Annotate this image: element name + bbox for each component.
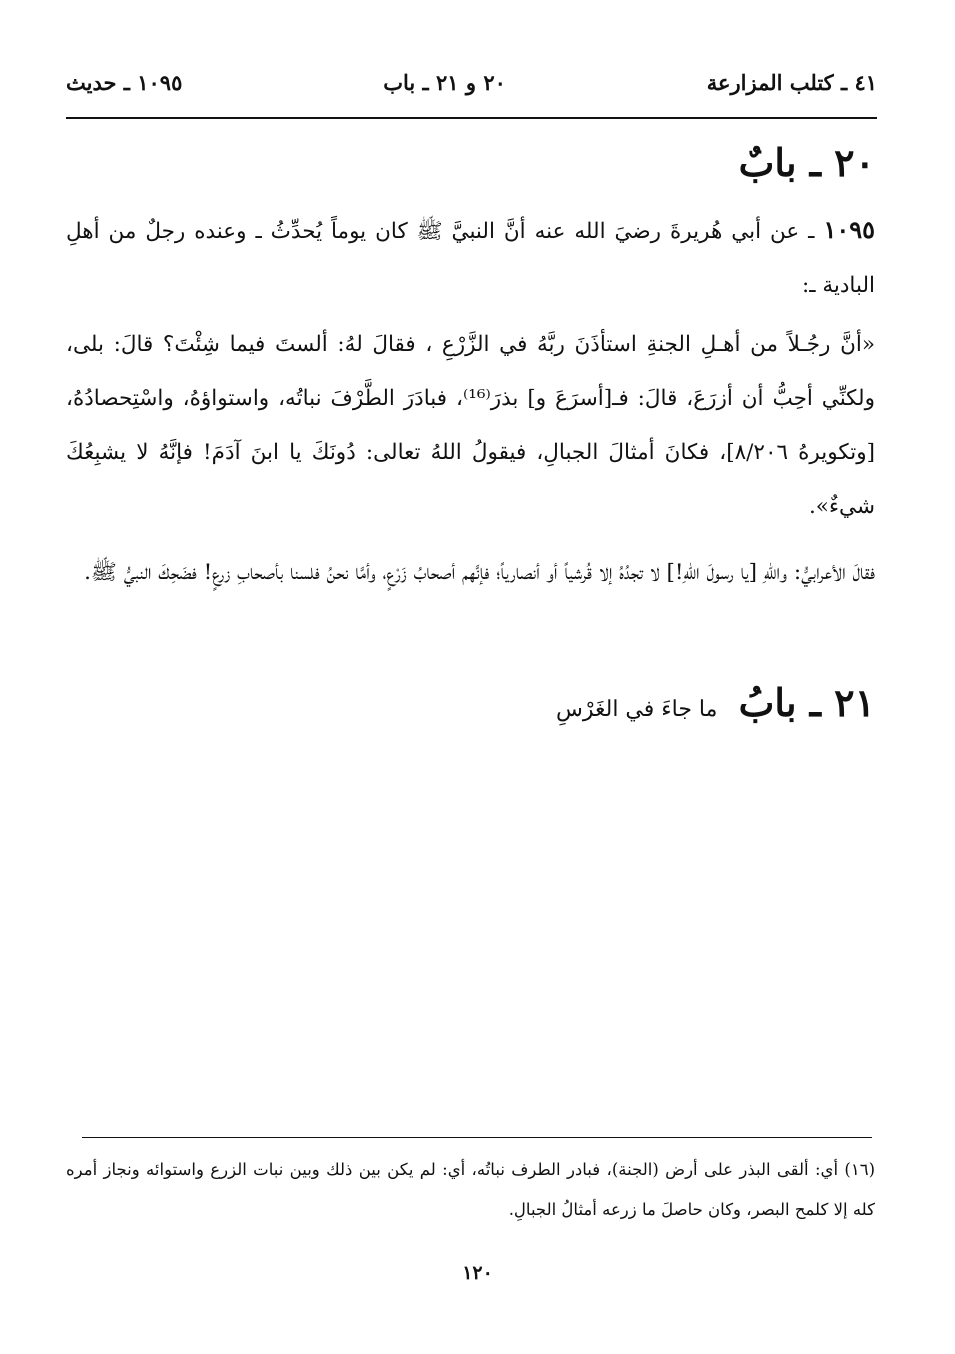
footnote-text: (١٦) أي: ألقى البذر على أرض (الجنة)، فبادر الطرف نباتُه، أي: لم يكن بين ذلك وبين نبات الزرع واستوائه ونجاز أمره كله إلا كلمح البصر، وكان حاصلَ ما زرعه أمثالُ الجبالِ. xyxy=(66,1160,875,1219)
hadith-main-paragraph xyxy=(66,318,875,534)
hadith-intro-paragraph xyxy=(66,203,875,313)
footnote-rule xyxy=(82,1137,872,1138)
section-21-title: ٢١ ـ بابُ xyxy=(738,680,875,725)
section-20-heading xyxy=(739,140,875,185)
header-hadith-number: ١٠٩٥ ـ حديث xyxy=(66,69,183,95)
header-section: ٢٠ و ٢١ ـ باب xyxy=(383,69,506,95)
hadith-intro: ـ عن أبي هُريرةَ رضيَ الله عنه أنَّ النبيَّ ﷺ كان يوماً يُحدِّثُ ـ وعنده رجلٌ من أهلِ البادية ـ: xyxy=(66,219,875,298)
section-21-heading xyxy=(556,680,875,725)
footnote xyxy=(66,1150,875,1230)
page-number: ١٢٠ xyxy=(462,1262,493,1284)
hadith-number: ١٠٩٥ xyxy=(823,215,875,244)
section-21-subtitle: ما جاءَ في الغَرْسِ xyxy=(556,697,718,722)
header-rule xyxy=(66,117,877,119)
hadith-main-text: «أنَّ رجُـلاً من أهـلِ الجنةِ استأذَنَ ربَّهُ في الزَّرْعِ ، فقالَ لهُ: ألستَ فيما شِئْتَ؟ قالَ: بلى، ولكنِّي أحِبُّ أن أزرَعَ، قالَ: فـ[أسرَعَ و] بذرَ⁽¹⁶⁾، فبادَرَ الطَّرْفَ نباتُه، واستواؤهُ، واسْتِحصادُهُ، [وتكويرهُ ٨/٢٠٦]، فكانَ أمثالَ الجبالِ، فيقولُ اللهُ تعالى: دُونَكَ يا ابنَ آدَمَ! فإنَّهُ لا يشبِعُكَ شيءٌ». xyxy=(66,332,875,519)
hadith-response: فقالَ الأعرابيُّ: واللهِ [يا رسولَ اللهِ!] لا تجدُهُ إلا قُرشياً أو أنصارياً؛ فإنَّهم أصحابُ زَرْعٍ، وأمَّا نحنُ فلسنا بأصحابِ زرعٍ! فضَحِكَ النبيُّ ﷺ. xyxy=(84,560,875,585)
hadith-response-paragraph xyxy=(66,546,875,600)
section-20-title: ٢٠ ـ بابٌ xyxy=(738,140,875,185)
running-header xyxy=(66,62,877,102)
header-chapter: ٤١ ـ كتلب المزارعة xyxy=(706,69,877,95)
